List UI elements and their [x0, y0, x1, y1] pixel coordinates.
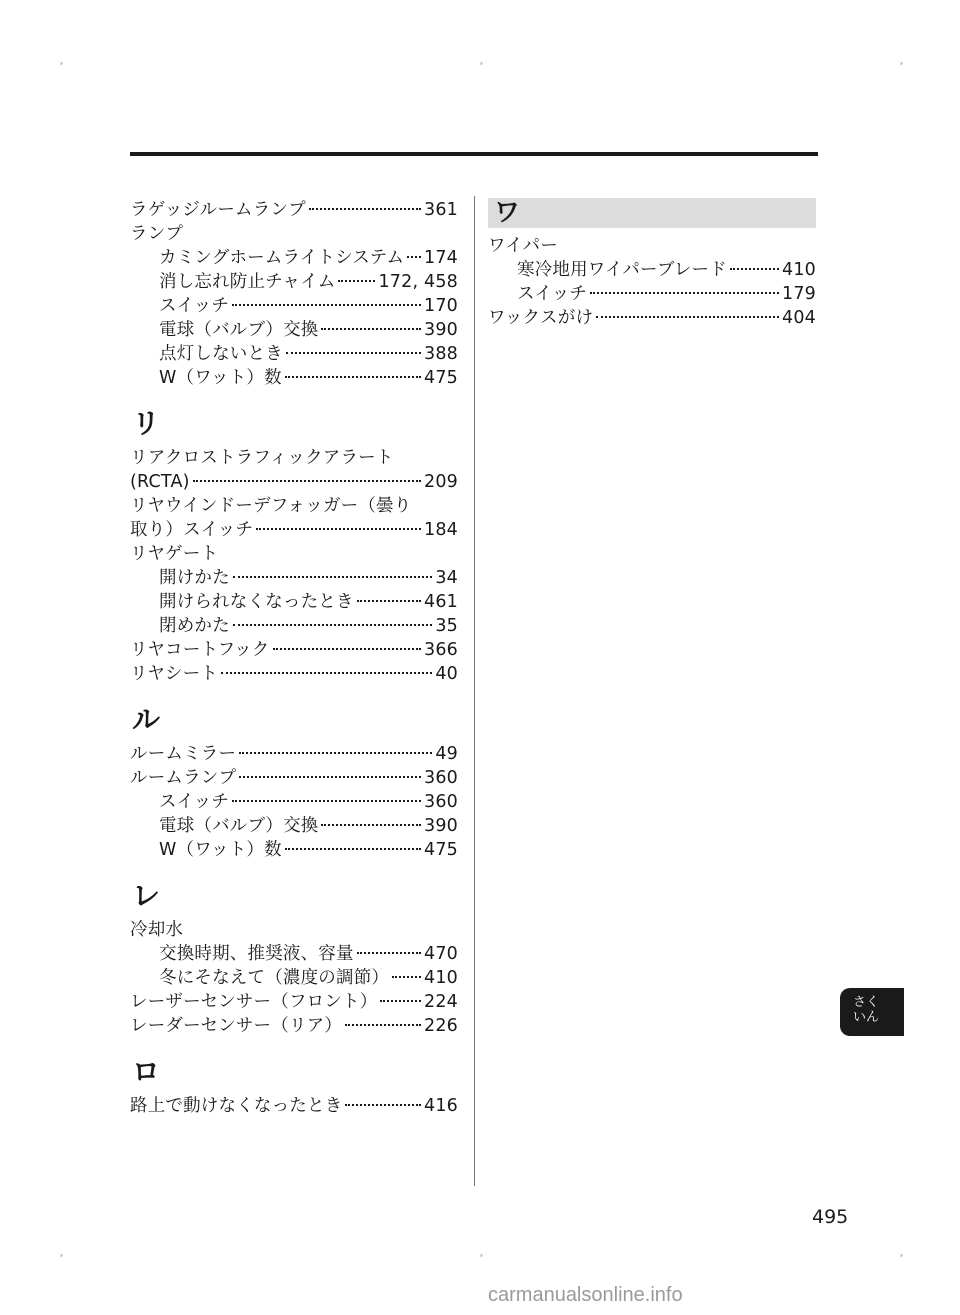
entry-label: 取り）スイッチ: [130, 520, 254, 540]
entry-page-number: 224: [423, 992, 458, 1012]
entry-label: リアクロストラフィックアラート: [130, 448, 394, 468]
entry-page-number: 49: [435, 744, 458, 764]
section-heading: ロ: [132, 1055, 161, 1088]
dot-leader: [232, 800, 421, 802]
dot-leader: [256, 528, 421, 530]
entry-page-number: 170: [423, 296, 458, 316]
entry-page-number: 226: [423, 1016, 458, 1036]
dot-leader: [596, 316, 779, 318]
entry-page-number: 388: [423, 344, 458, 364]
entry-label: 電球（バルブ）交換: [159, 320, 319, 340]
dot-leader: [380, 1000, 421, 1002]
dot-leader: [321, 328, 421, 330]
index-column-left: [130, 198, 458, 1118]
entry-page-number: 416: [423, 1096, 458, 1116]
dot-leader: [232, 304, 421, 306]
dot-leader: [233, 624, 433, 626]
entry-label: 冷却水: [130, 920, 184, 940]
entry-page-number: 470: [423, 944, 458, 964]
index-entry: [130, 542, 458, 566]
crop-mark: [480, 1254, 483, 1257]
dot-leader: [285, 848, 421, 850]
entry-label: 寒冷地用ワイパーブレード: [517, 260, 727, 280]
index-column-right: [488, 198, 816, 330]
entry-label: 点灯しないとき: [159, 344, 283, 364]
index-entry[interactable]: [130, 742, 458, 766]
watermark: carmanualsonline.info: [488, 1284, 683, 1306]
entry-label: リヤコートフック: [130, 640, 270, 660]
dot-leader: [357, 952, 421, 954]
index-subentry[interactable]: [488, 258, 816, 282]
entry-label: 開けられなくなったとき: [159, 592, 354, 612]
section-heading: ワ: [488, 198, 816, 228]
index-subentry[interactable]: [130, 318, 458, 342]
dot-leader: [285, 376, 421, 378]
index-entry: [130, 494, 458, 518]
entry-label: 開けかた: [159, 568, 230, 588]
section-heading: ル: [132, 703, 161, 736]
index-entry[interactable]: [130, 518, 458, 542]
entry-page-number: 475: [423, 368, 458, 388]
entry-label: リヤゲート: [130, 544, 219, 564]
page-number: 495: [812, 1206, 849, 1228]
dot-leader: [193, 480, 421, 482]
entry-page-number: 34: [435, 568, 458, 588]
section-heading: リ: [132, 407, 161, 440]
index-entry[interactable]: [130, 638, 458, 662]
entry-label: 閉めかた: [159, 616, 230, 636]
crop-mark: [60, 62, 63, 65]
crop-mark: [900, 1254, 903, 1257]
entry-label: スイッチ: [159, 792, 230, 812]
entry-label: スイッチ: [159, 296, 230, 316]
entry-page-number: 360: [423, 792, 458, 812]
entry-page-number: 390: [423, 320, 458, 340]
dot-leader: [338, 280, 375, 282]
dot-leader: [239, 752, 432, 754]
index-entry[interactable]: [488, 306, 816, 330]
dot-leader: [407, 256, 421, 258]
crop-mark: [60, 1254, 63, 1257]
entry-label: レーダーセンサー（リア）: [130, 1016, 343, 1036]
entry-page-number: 475: [423, 840, 458, 860]
index-subentry[interactable]: [130, 270, 458, 294]
entry-page-number: 410: [781, 260, 816, 280]
index-subentry[interactable]: [130, 966, 458, 990]
dot-leader: [345, 1104, 421, 1106]
entry-label: W（ワット）数: [159, 368, 282, 388]
entry-page-number: 390: [423, 816, 458, 836]
entry-label: ランプ: [130, 224, 184, 244]
index-entry[interactable]: [130, 766, 458, 790]
entry-label: スイッチ: [517, 284, 588, 304]
index-entry: [130, 446, 458, 470]
entry-label: ワックスがけ: [488, 308, 594, 328]
entry-page-number: 461: [423, 592, 458, 612]
index-subentry[interactable]: [130, 838, 458, 862]
dot-leader: [221, 672, 432, 674]
crop-mark: [900, 62, 903, 65]
index-subentry[interactable]: [130, 366, 458, 390]
index-subentry[interactable]: [488, 282, 816, 306]
column-divider: [474, 196, 475, 1186]
entry-page-number: 172, 458: [378, 272, 458, 292]
entry-page-number: 174: [423, 248, 458, 268]
entry-page-number: 35: [435, 616, 458, 636]
entry-label: 電球（バルブ）交換: [159, 816, 319, 836]
dot-leader: [345, 1024, 421, 1026]
entry-page-number: 40: [435, 664, 458, 684]
index-subentry[interactable]: [130, 566, 458, 590]
index-entry: [130, 918, 458, 942]
index-subentry[interactable]: [130, 342, 458, 366]
dot-leader: [590, 292, 779, 294]
entry-label: (RCTA): [130, 472, 190, 492]
top-rule: [130, 152, 818, 156]
index-entry: [130, 222, 458, 246]
entry-label: レーザーセンサー（フロント）: [130, 992, 378, 1012]
entry-page-number: 404: [781, 308, 816, 328]
entry-page-number: 184: [423, 520, 458, 540]
index-entry[interactable]: [130, 470, 458, 494]
section-heading: レ: [132, 879, 161, 912]
index-entry[interactable]: [130, 662, 458, 686]
dot-leader: [730, 268, 779, 270]
dot-leader: [286, 352, 421, 354]
entry-label: ラゲッジルームランプ: [130, 200, 306, 220]
entry-label: W（ワット）数: [159, 840, 282, 860]
index-entry[interactable]: [130, 198, 458, 222]
entry-label: 路上で動けなくなったとき: [130, 1096, 343, 1116]
entry-label: 冬にそなえて（濃度の調節）: [159, 968, 390, 988]
index-entry[interactable]: [130, 990, 458, 1014]
entry-label: 消し忘れ防止チャイム: [159, 272, 336, 292]
index-entry[interactable]: [130, 1094, 458, 1118]
tab-line-2: いん: [853, 1010, 880, 1025]
entry-page-number: 360: [423, 768, 458, 788]
entry-page-number: 410: [423, 968, 458, 988]
crop-mark: [480, 62, 483, 65]
entry-label: ワイパー: [488, 236, 558, 256]
dot-leader: [392, 976, 421, 978]
entry-page-number: 366: [423, 640, 458, 660]
entry-label: ルームランプ: [130, 768, 237, 788]
entry-label: カミングホームライトシステム: [159, 248, 405, 268]
index-subentry[interactable]: [130, 942, 458, 966]
index-section-tab[interactable]: [840, 988, 904, 1036]
index-subentry[interactable]: [130, 294, 458, 318]
entry-page-number: 209: [423, 472, 458, 492]
entry-label: ルームミラー: [130, 744, 237, 764]
index-subentry[interactable]: [130, 614, 458, 638]
entry-label: 交換時期、推奨液、容量: [159, 944, 354, 964]
entry-label: リヤシート: [130, 664, 218, 684]
index-subentry[interactable]: [130, 814, 458, 838]
entry-page-number: 179: [781, 284, 816, 304]
dot-leader: [239, 776, 421, 778]
index-entry: [488, 234, 816, 258]
index-subentry[interactable]: [130, 790, 458, 814]
entry-page-number: 361: [423, 200, 458, 220]
dot-leader: [273, 648, 421, 650]
index-entry[interactable]: [130, 1014, 458, 1038]
dot-leader: [233, 576, 433, 578]
index-subentry[interactable]: [130, 590, 458, 614]
dot-leader: [309, 208, 421, 210]
entry-label: リヤウインドーデフォッガー（曇り: [130, 496, 412, 516]
dot-leader: [357, 600, 421, 602]
tab-line-1: さく: [853, 995, 880, 1010]
dot-leader: [321, 824, 421, 826]
index-subentry[interactable]: [130, 246, 458, 270]
